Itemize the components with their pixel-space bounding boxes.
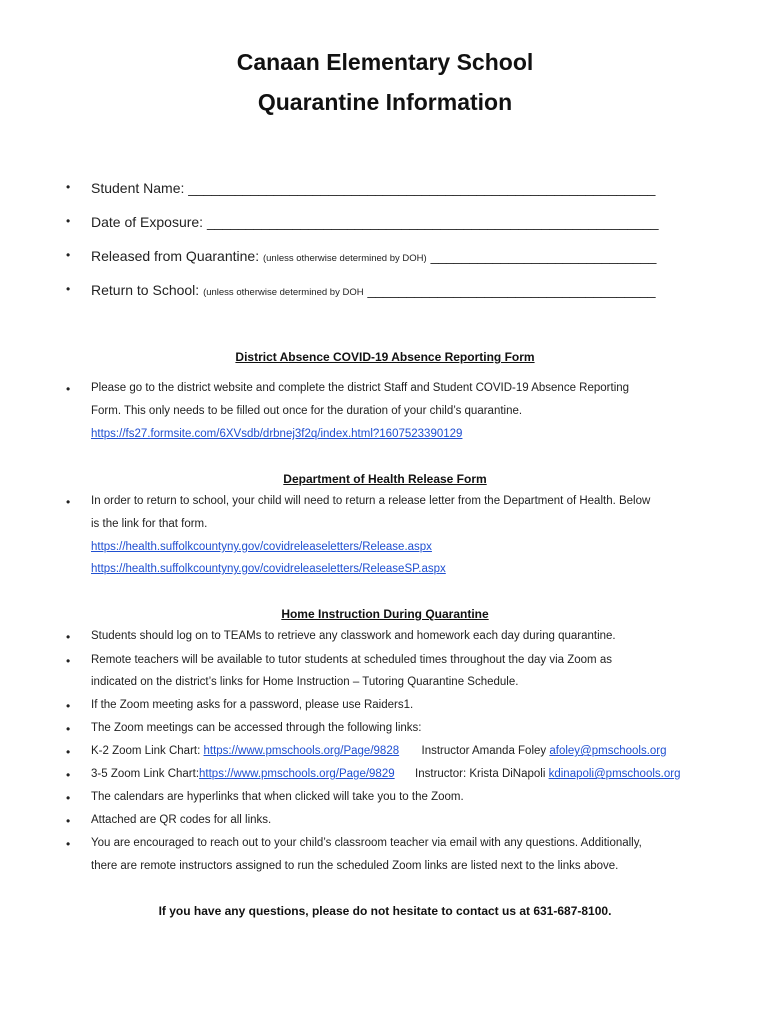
bullet-icon: • [66,814,71,828]
g35-instructor: Instructor: Krista DiNapoli [415,768,546,780]
k2-instructor-email[interactable]: afoley@pmschools.org [549,745,667,757]
field-blank[interactable]: _____________________________ [430,248,657,264]
k2-instructor: Instructor Amanda Foley [421,745,547,757]
bullet-icon: • [66,791,71,805]
remote-teachers-line1: Remote teachers will be available to tutor students at scheduled times throughout the day via Zoom as [91,654,612,666]
calendars-note: The calendars are hyperlinks that when clicked will take you to the Zoom. [91,791,464,803]
absence-text-line1: Please go to the district website and complete the district Staff and Student COVID-19 Absence Reporting [91,382,630,394]
bullet-icon: • [66,495,71,509]
field-blank[interactable]: _____________________________________ [367,282,656,298]
bullet-icon: • [66,699,71,713]
g35-zoom-link[interactable]: https://www.pmschools.org/Page/9829 [199,768,395,780]
g35-zoom-label: 3-5 Zoom Link Chart: [91,768,200,780]
zoom-password-note: If the Zoom meeting asks for a password, please use Raiders1. [91,699,414,711]
doh-text-line2: is the link for that form. [91,518,208,530]
bullet-icon: • [66,382,71,396]
field-label: Student Name: [91,180,185,196]
bullet-icon: • [66,282,71,296]
contact-footer: If you have any questions, please do not hesitate to contact us at 631-687-8100. [158,904,612,918]
bullet-icon: • [66,654,71,668]
k2-zoom-label: K-2 Zoom Link Chart: [91,745,201,757]
page-subtitle: Quarantine Information [257,89,513,115]
bullet-icon: • [66,745,71,759]
student-name-field[interactable] [91,180,655,196]
contact-teacher-line2: there are remote instructors assigned to run the scheduled Zoom links are listed next to the links above. [91,860,619,872]
g35-instructor-email[interactable]: kdinapoli@pmschools.org [548,768,681,780]
doh-text-line1: In order to return to school, your child will need to return a release letter from the Department of Health. Below [91,495,651,507]
doh-release-sp-link[interactable]: https://health.suffolkcountyny.gov/covidreleaseletters/ReleaseSP.aspx [91,563,446,575]
absence-form-link[interactable]: https://fs27.formsite.com/6XVsdb/drbnej3f2q/index.html?1607523390129 [91,428,463,440]
bullet-icon: • [66,248,71,262]
k2-zoom-link[interactable]: https://www.pmschools.org/Page/9828 [203,745,400,757]
doh-release-link[interactable]: https://health.suffolkcountyny.gov/covidreleaseletters/Release.aspx [91,541,432,553]
return-to-school-field[interactable] [91,282,656,298]
date-of-exposure-field[interactable] [91,214,659,230]
home-instruction-heading: Home Instruction During Quarantine [281,607,489,621]
field-blank[interactable]: __________________________________________________________ [206,214,659,230]
bullet-icon: • [66,837,71,851]
absence-form-heading: District Absence COVID-19 Absence Reporting Form [235,350,535,364]
bullet-icon: • [66,214,71,228]
doh-release-heading: Department of Health Release Form [283,472,487,486]
released-from-quarantine-field[interactable] [91,248,656,264]
page-title: Canaan Elementary School [236,49,534,75]
absence-text-line2: Form. This only needs to be filled out once for the duration of your child’s quarantine. [91,405,523,417]
field-label: Return to School: [91,282,200,298]
teams-instruction: Students should log on to TEAMs to retrieve any classwork and homework each day during quarantine. [91,630,616,642]
contact-teacher-line1: You are encouraged to reach out to your child’s classroom teacher via email with any questions. Additionally, [91,837,642,849]
field-label: Date of Exposure: [91,214,204,230]
field-note: (unless otherwise determined by DOH) [262,253,427,264]
bullet-icon: • [66,630,71,644]
field-note: (unless otherwise determined by DOH [203,287,364,298]
bullet-icon: • [66,180,71,194]
g35-zoom-row [91,768,680,780]
field-blank[interactable]: ____________________________________________________________ [188,180,656,196]
field-label: Released from Quarantine: [91,248,260,264]
remote-teachers-line2: indicated on the district’s links for Home Instruction – Tutoring Quarantine Schedule. [91,676,519,688]
bullet-icon: • [66,722,71,736]
qr-codes-note: Attached are QR codes for all links. [91,814,272,826]
bullet-icon: • [66,768,71,782]
zoom-links-intro: The Zoom meetings can be accessed through the following links: [91,722,422,734]
k2-zoom-row [91,745,667,757]
